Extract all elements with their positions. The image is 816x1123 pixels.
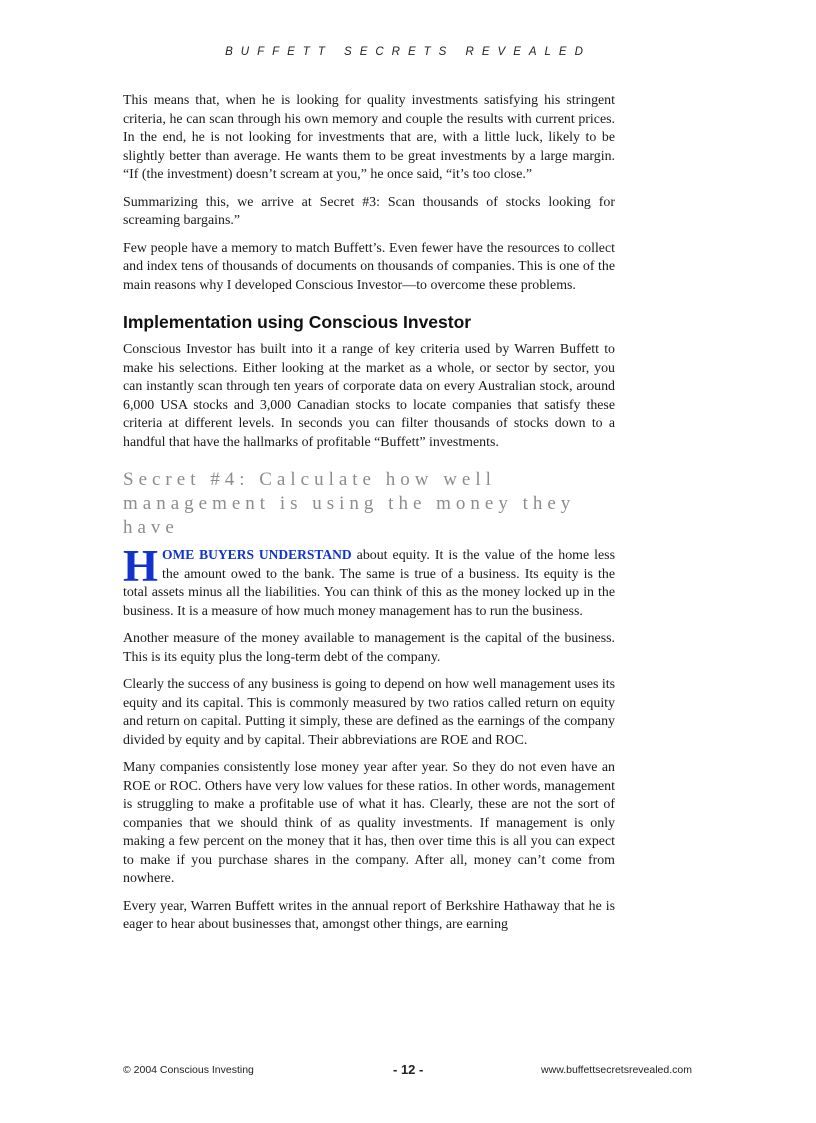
body-paragraph: Many companies consistently lose money year after year. So they do not even have an ROE or ROC. Others have very low values for these ratios. In other words, management is struggling to make a profitable use of what it has. Clearly, these are not the sort of companies that we should think of as quality investments. If management is only making a few percent on the money that it has, then over time this is all you can expect to make if you purchase shares in the company. After all, money can’t come from nowhere. — [123, 760, 615, 886]
page-body — [123, 92, 615, 944]
drop-cap: H — [123, 541, 159, 591]
body-paragraph: Clearly the success of any business is going to depend on how well management uses its equity and its capital. This is commonly measured by two ratios called return on equity and return on capital. Putting it simply, these are defined as the earnings of the company divided by equity and by capital. Their abbreviations are ROE and ROC. — [123, 677, 615, 748]
secret-title: Secret #4: Calculate how well management is using the money they have — [123, 469, 576, 538]
page-number: - 12 - — [393, 1062, 424, 1077]
page-footer — [123, 1062, 692, 1082]
footer-url: www.buffettsecretsrevealed.com — [541, 1064, 692, 1076]
paragraph-text: about equity. It is the value of the home less the amount owed to the bank. The same is true of a business. Its equity is the total assets minus all the liabilities. You can think of this as the money locked up in the business. It is a measure of how much money management has to run the business. — [123, 548, 615, 619]
running-header: BUFFETT SECRETS REVEALED — [225, 46, 591, 58]
body-paragraph: Few people have a memory to match Buffett’s. Even fewer have the resources to collect and index tens of thousands of documents on thousands of companies. This is one of the main reasons why I developed Conscious Investor—to overcome these problems. — [123, 240, 615, 293]
dropcap-paragraph — [123, 541, 615, 621]
body-paragraph: Another measure of the money available to management is the capital of the business. This is its equity plus the long-term debt of the company. — [123, 631, 615, 665]
body-paragraph: Every year, Warren Buffett writes in the annual report of Berkshire Hathaway that he is eager to hear about businesses that, amongst other things, are earning — [123, 898, 615, 932]
body-paragraph: Summarizing this, we arrive at Secret #3: Scan thousands of stocks looking for screaming bargains.” — [123, 194, 615, 228]
body-paragraph: This means that, when he is looking for quality investments satisfying his stringent criteria, he can scan through his own memory and couple the results with current prices. In the end, he is not looking for investments that are, with a little luck, likely to be slightly better than average. He wants them to be great investments by a large margin. “If (the investment) doesn’t scream at you,” he once said, “it’s too close.” — [123, 93, 615, 182]
section-heading: Implementation using Conscious Investor — [123, 312, 472, 332]
footer-copyright: © 2004 Conscious Investing — [123, 1064, 254, 1076]
lead-in-text: OME BUYERS UNDERSTAND — [162, 547, 352, 562]
body-paragraph: Conscious Investor has built into it a range of key criteria used by Warren Buffett to make his selections. Either looking at the market as a whole, or sector by sector, you can instantly scan through ten years of corporate data on every Australian stock, around 6,000 USA stocks and 3,000 Canadian stocks to locate companies that satisfy these criteria at different levels. In seconds you can filter thousands of stocks down to a handful that have the hallmarks of profitable “Buffett” investments. — [123, 342, 615, 450]
